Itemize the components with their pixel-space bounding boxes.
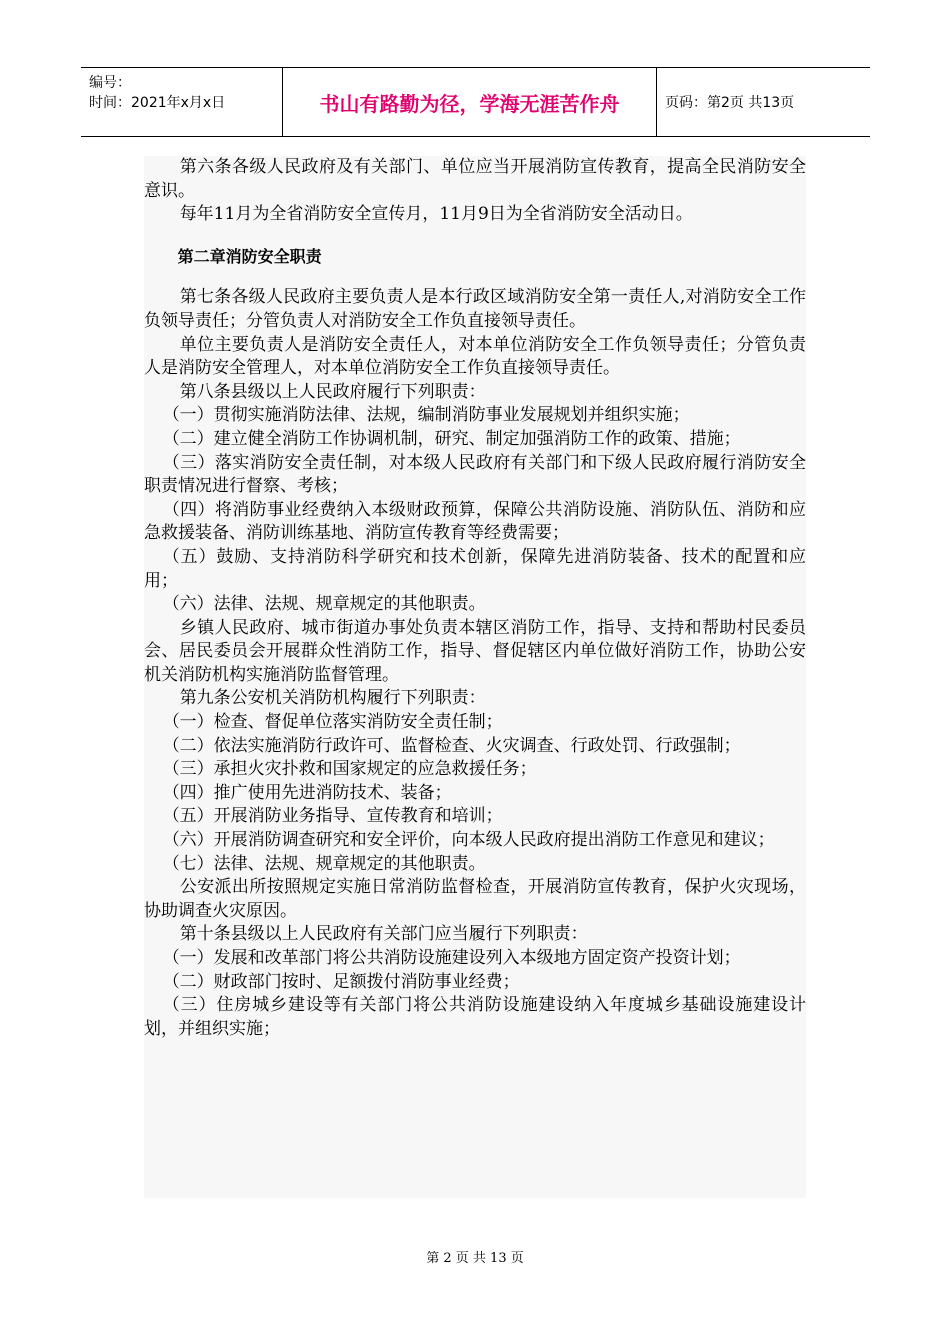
- body-paragraph: 第十条县级以上人民政府有关部门应当履行下列职责：: [179, 924, 588, 945]
- body-paragraph: 公安派出所按照规定实施日常消防监督检查，开展消防宣传教育，保护火灾现场，协助调查火灾原因。: [144, 877, 806, 921]
- document-body: [144, 156, 806, 1198]
- body-paragraph: （二）依法实施消防行政许可、监督检查、火灾调查、行政处罚、行政强制；: [162, 735, 741, 756]
- chapter-heading: 第二章消防安全职责: [177, 246, 322, 266]
- body-paragraph: （五）鼓励、支持消防科学研究和技术创新，保障先进消防装备、技术的配置和应用；: [144, 546, 806, 591]
- body-paragraph: （三）承担火灾扑救和国家规定的应急救援任务；: [162, 759, 537, 780]
- body-paragraph: （三）住房城乡建设等有关部门将公共消防设施建设纳入年度城乡基础设施建设计划，并组织实施；: [144, 995, 806, 1039]
- body-paragraph: 每年11月为全省消防安全宣传月，11月9日为全省消防安全活动日。: [179, 204, 693, 225]
- body-paragraph: （二）财政部门按时、足额拨付消防事业经费；: [162, 971, 520, 992]
- body-paragraph: （六）法律、法规、规章规定的其他职责。: [162, 594, 486, 615]
- body-paragraph: 单位主要负责人是消防安全责任人，对本单位消防安全工作负领导责任；分管负责人是消防安全管理人，对本单位消防安全工作负直接领导责任。: [144, 334, 806, 379]
- body-paragraph: （一）贯彻实施消防法律、法规，编制消防事业发展规划并组织实施；: [162, 405, 690, 426]
- document-time-label: 时间：2021年x月x日: [89, 95, 226, 111]
- body-paragraph: 第八条县级以上人民政府履行下列职责：: [179, 381, 486, 402]
- document-number-label: 编号：: [89, 75, 131, 91]
- body-paragraph: 乡镇人民政府、城市街道办事处负责本辖区消防工作，指导、支持和帮助村民委员会、居民委员会开展群众性消防工作，指导、督促辖区内单位做好消防工作，协助公安机关消防机构实施消防监督管理。: [144, 617, 806, 685]
- body-paragraph: （五）开展消防业务指导、宣传教育和培训；: [162, 806, 503, 827]
- body-paragraph: 第九条公安机关消防机构履行下列职责：: [179, 688, 486, 709]
- body-paragraph: （三）落实消防安全责任制，对本级人民政府有关部门和下级人民政府履行消防安全职责情况进行督察、考核；: [144, 452, 806, 497]
- header-page-info: 页码：第2页 共13页: [665, 95, 795, 111]
- body-paragraph: （四）将消防事业经费纳入本级财政预算，保障公共消防设施、消防队伍、消防和应急救援装备、消防训练基地、消防宣传教育等经费需要；: [144, 499, 806, 544]
- body-paragraph: 第七条各级人民政府主要负责人是本行政区域消防安全第一责任人,对消防安全工作负领导责任；分管负责人对消防安全工作负直接领导责任。: [144, 287, 806, 331]
- header-motto: 书山有路勤为径，学海无涯苦作舟: [283, 68, 657, 136]
- page-header: [81, 67, 870, 137]
- body-paragraph: 第六条各级人民政府及有关部门、单位应当开展消防宣传教育，提高全民消防安全意识。: [144, 157, 806, 201]
- body-paragraph: （六）开展消防调查研究和安全评价，向本级人民政府提出消防工作意见和建议；: [162, 830, 775, 851]
- body-paragraph: （一）发展和改革部门将公共消防设施建设列入本级地方固定资产投资计划；: [162, 948, 741, 968]
- page-footer: 第 2 页 共 13 页: [426, 1251, 524, 1266]
- body-paragraph: （一）检查、督促单位落实消防安全责任制；: [162, 712, 503, 733]
- header-meta: [81, 68, 283, 136]
- body-paragraph: （四）推广使用先进消防技术、装备；: [162, 782, 452, 803]
- body-paragraph: （七）法律、法规、规章规定的其他职责。: [162, 853, 486, 874]
- body-paragraph: （二）建立健全消防工作协调机制，研究、制定加强消防工作的政策、措施；: [162, 428, 741, 449]
